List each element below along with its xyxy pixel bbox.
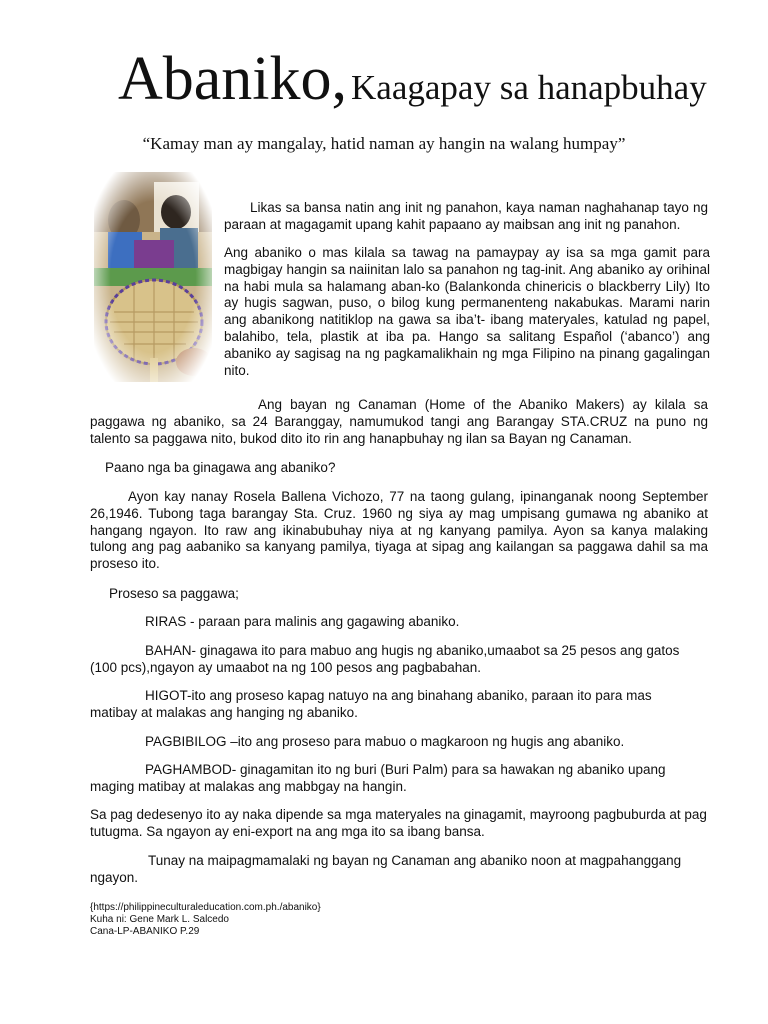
step-pagbibilog: PAGBIBILOG –ito ang proseso para mabuo o magkaroon ng hugis ang abaniko.: [145, 734, 625, 749]
paragraph-process-heading: Proseso sa paggawa;: [109, 586, 239, 601]
paragraph-conclusion: Tunay na maipagmamalaki ng bayan ng Canaman ang abaniko noon at magpahanggang ngayon.: [90, 853, 682, 885]
step-paghambod: PAGHAMBOD- ginagamitan ito ng buri (Buri Palm) para sa hawakan ng abaniko upang maging matibay at malakas ang mabbgay na hangin.: [90, 762, 666, 794]
reference-source: {https://philippineculturaleducation.com.ph./abaniko}: [90, 902, 321, 913]
title-main: Abaniko,: [118, 45, 348, 113]
paragraph-definition: Ang abaniko o mas kilala sa tawag na pamaypay ay isa sa mga gamit para magbigay hangin sa naiinitan lalo sa panahon ng tag-init. Ang abaniko ay orihinal na habi mula sa halamang aban-ko (Balankonda chinericis o blackberry Lily) Ito ay hugis sagwan, puso, o bilog kung permanenteng nakabukas. Marami narin ang abanikong natitiklop na gawa sa iba’t- ibang materyales, katulad ng papel, balahibo, tela, plastik at iba pa. Hango sa salitang Español (‘abanco’) ang abaniko ay sagisag na ng pagkamalikhain ng mga Filipino na pinang gagalingan nito.: [224, 245, 710, 378]
paragraph-design: Sa pag dedesenyo ito ay naka dipende sa mga materyales na ginagamit, mayroong pagbuburda at pag tutugma. Sa ngayon ay eni-export na ang mga ito sa ibang bansa.: [90, 807, 707, 839]
paragraph-intro: Likas sa bansa natin ang init ng panahon, kaya naman naghahanap tayo ng paraan at magagamit upang kahit papaano ay maibsan ang init ng panahon.: [224, 200, 708, 232]
paragraph-question: Paano nga ba ginagawa ang abaniko?: [105, 460, 336, 475]
title-subtitle: Kaagapay sa hanapbuhay: [351, 68, 707, 107]
paragraph-interview: Ayon kay nanay Rosela Ballena Vichozo, 77 na taong gulang, ipinanganak noong September 26,1946. Tubong taga barangay Sta. Cruz. 1960 ng siya ay mag umpisang gumawa ng abaniko at hangang ngayon. Ito raw ang ikinabubuhay niya at ng kanyang pamilya. Ayon sa kanya malaking tulong ang pag aabaniko sa kanyang pamilya, tiyaga at sipag ang kailangan sa paggawa dahil sa ma proseso ito.: [90, 489, 708, 572]
references: [90, 902, 321, 938]
photo-illustration-icon: [94, 172, 212, 382]
abaniko-weaving-photo: [94, 172, 212, 382]
step-bahan: BAHAN- ginagawa ito para mabuo ang hugis ng abaniko,umaabot sa 25 pesos ang gatos (100 pcs),ngayon ay umaabot na ng 100 pesos ang pagbabahan.: [90, 643, 680, 675]
reference-code: Cana-LP-ABANIKO P.29: [90, 926, 200, 937]
epigraph-quote: “Kamay man ay mangalay, hatid naman ay hangin na walang humpay”: [142, 134, 626, 153]
step-higot: HIGOT-ito ang proseso kapag natuyo na ang binahang abaniko, paraan ito para mas matibay at malakas ang hanging ng abaniko.: [90, 688, 652, 720]
page-title: [118, 44, 707, 115]
reference-credit: Kuha ni: Gene Mark L. Salcedo: [90, 914, 229, 925]
paragraph-canaman: Ang bayan ng Canaman (Home of the Abaniko Makers) ay kilala sa paggawa ng abaniko, sa 24 Baranggay, namumukod tangi ang Barangay STA.CRUZ na puno ng talento sa paggawa nito, bukod dito ito rin ang hanapbuhay ng ilan sa Bayan ng Canaman.: [90, 397, 708, 446]
step-riras: RIRAS - paraan para malinis ang gagawing abaniko.: [145, 614, 460, 629]
